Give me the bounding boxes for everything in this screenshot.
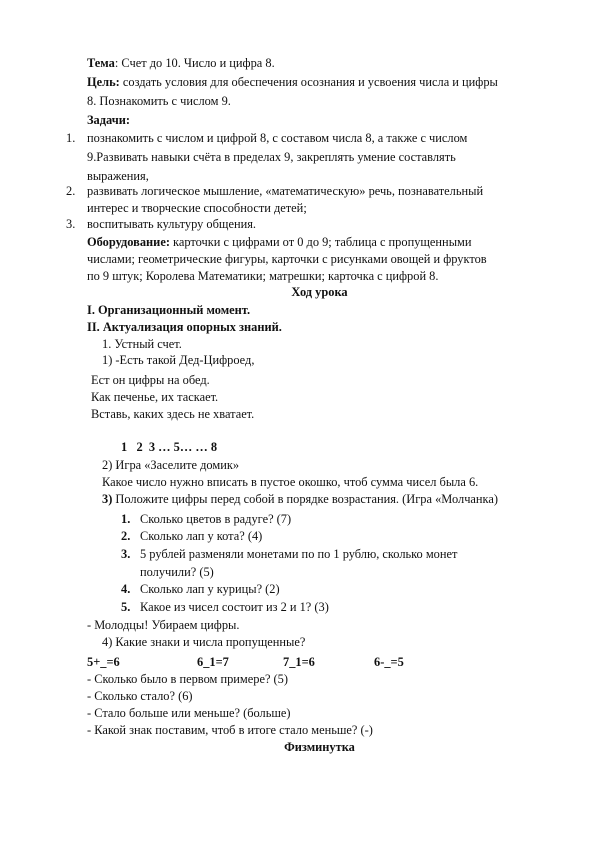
task-1-line-2: 9.Развивать навыки счёта в пределах 9, закреплять умение составлять bbox=[87, 150, 456, 164]
physical-break-title: Физминутка bbox=[284, 740, 355, 754]
equation-2: 6_1=7 bbox=[197, 655, 229, 669]
question-2-number: 2. bbox=[121, 529, 131, 543]
poem-line-4: Вставь, каких здесь не хватает. bbox=[91, 407, 255, 421]
question-1-text: Сколько цветов в радуге? (7) bbox=[140, 512, 292, 526]
equipment-text: карточки с цифрами от 0 до 9; таблица с пропущенными bbox=[169, 235, 472, 249]
number-sequence: 1 2 3 … 5… … 8 bbox=[121, 440, 218, 454]
oral-count-item: 1. Устный счет. bbox=[102, 337, 182, 351]
game-3-line bbox=[102, 492, 498, 507]
section-knowledge-update: II. Актуализация опорных знаний. bbox=[87, 320, 282, 334]
tasks-heading: Задачи: bbox=[87, 113, 130, 127]
equation-3: 7_1=6 bbox=[283, 655, 315, 669]
goal-line-1 bbox=[87, 75, 498, 90]
praise-line: - Молодцы! Убираем цифры. bbox=[87, 618, 240, 632]
signs-question: 4) Какие знаки и числа пропущенные? bbox=[102, 635, 306, 649]
task-1-line-1: познакомить с числом и цифрой 8, с составом числа 8, а также с числом bbox=[87, 131, 468, 145]
question-5-text: Какое из чисел состоит из 2 и 1? (3) bbox=[140, 600, 329, 614]
question-3-number: 3. bbox=[121, 547, 131, 561]
task-3-number: 3. bbox=[66, 217, 76, 231]
task-1-number: 1. bbox=[66, 131, 76, 145]
topic-label: Тема bbox=[87, 56, 115, 70]
question-2-text: Сколько лап у кота? (4) bbox=[140, 529, 263, 543]
dialog-line-3: - Стало больше или меньше? (больше) bbox=[87, 706, 291, 720]
game-3-number: 3) bbox=[102, 492, 113, 506]
game-2-task: Какое число нужно вписать в пустое окошко, чтоб сумма чисел была 6. bbox=[102, 475, 479, 489]
game-2-title: 2) Игра «Заселите домик» bbox=[102, 458, 240, 472]
equipment-line-1 bbox=[87, 235, 472, 250]
poem-line-3: Как печенье, их таскает. bbox=[91, 390, 219, 404]
question-3-line-1: 5 рублей разменяли монетами по по 1 рублю, сколько монет bbox=[140, 547, 458, 561]
question-5-number: 5. bbox=[121, 600, 131, 614]
goal-label: Цель: bbox=[87, 75, 120, 89]
equation-4: 6-_=5 bbox=[374, 655, 404, 669]
task-3-line-1: воспитывать культуру общения. bbox=[87, 217, 257, 231]
question-3-line-2: получили? (5) bbox=[140, 565, 214, 579]
task-2-number: 2. bbox=[66, 184, 76, 198]
equipment-line-2: числами; геометрические фигуры, карточки с рисунками овощей и фруктов bbox=[87, 252, 487, 266]
topic-line bbox=[87, 56, 275, 71]
task-2-line-1: развивать логическое мышление, «математическую» речь, познавательный bbox=[87, 184, 484, 198]
poem-line-1: 1) -Есть такой Дед-Цифроед, bbox=[102, 353, 255, 367]
lesson-title: Ход урока bbox=[291, 285, 348, 299]
poem-line-2: Ест он цифры на обед. bbox=[91, 373, 210, 387]
question-4-text: Сколько лап у курицы? (2) bbox=[140, 582, 280, 596]
equation-1: 5+_=6 bbox=[87, 655, 120, 669]
dialog-line-4: - Какой знак поставим, чтоб в итоге стало меньше? (-) bbox=[87, 723, 373, 737]
task-2-line-2: интерес и творческие способности детей; bbox=[87, 201, 307, 215]
topic-text: : Счет до 10. Число и цифра 8. bbox=[114, 56, 275, 70]
section-org-moment: I. Организационный момент. bbox=[87, 303, 251, 317]
task-1-line-3: выражения, bbox=[87, 169, 149, 183]
game-3-text: Положите цифры перед собой в порядке возрастания. (Игра «Молчанка) bbox=[112, 492, 499, 506]
goal-text: создать условия для обеспечения осознания и усвоения числа и цифры bbox=[119, 75, 498, 89]
dialog-line-1: - Сколько было в первом примере? (5) bbox=[87, 672, 289, 686]
dialog-line-2: - Сколько стало? (6) bbox=[87, 689, 193, 703]
equipment-line-3: по 9 штук; Королева Математики; матрешки; карточка с цифрой 8. bbox=[87, 269, 439, 283]
goal-line-2: 8. Познакомить с числом 9. bbox=[87, 94, 231, 108]
equipment-label: Оборудование: bbox=[87, 235, 170, 249]
question-4-number: 4. bbox=[121, 582, 131, 596]
question-1-number: 1. bbox=[121, 512, 131, 526]
